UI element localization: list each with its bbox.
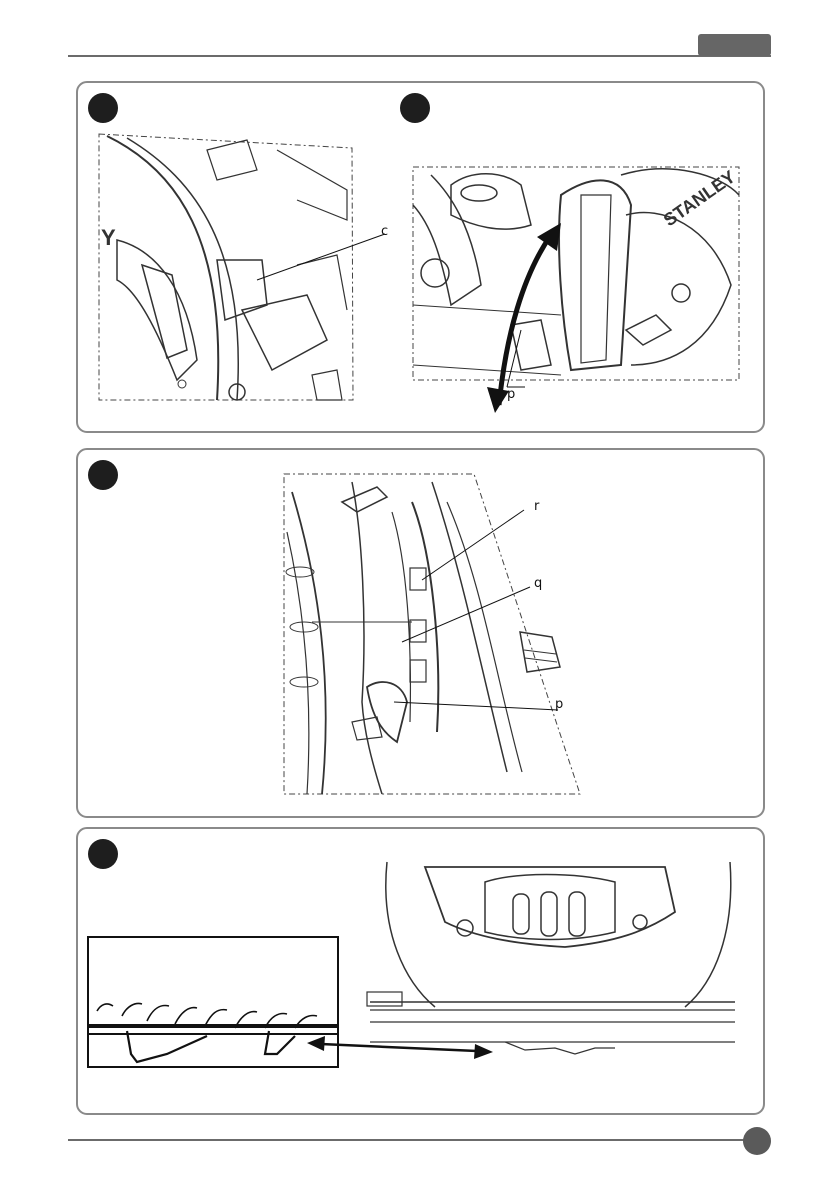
step-marker-dot [400,93,430,123]
step-marker-dot [88,460,118,490]
brand-lettering: STANLEY [659,166,740,231]
footer-rule [68,1139,758,1141]
figure-1-illustration [97,130,357,402]
header-rule [68,55,771,57]
step-marker-dot [88,839,118,869]
figure-4-illustration [365,862,737,1062]
figure-2-illustration [411,165,741,415]
step-marker-dot [88,93,118,123]
callout-label-p: p [507,387,516,402]
callout-label-r: r [534,499,540,514]
callout-label-p: p [555,697,564,712]
figure-3-illustration [282,472,582,798]
svg-text:Y: Y [101,225,116,250]
callout-label-c: c [381,224,389,239]
header-tab [698,34,771,56]
page-number-dot [743,1127,771,1155]
callout-label-q: q [534,576,543,591]
figure-4-detail-box [87,936,339,1068]
double-arrow-icon [305,1036,495,1060]
